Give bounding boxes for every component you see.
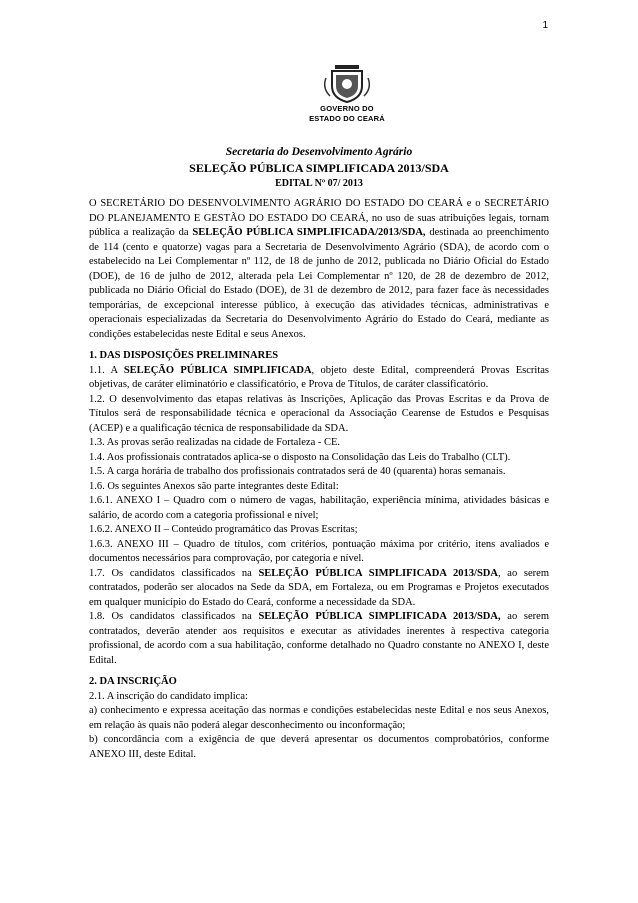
- paragraph-1-6-1: 1.6.1. ANEXO I – Quadro com o número de vagas, habilitação, experiência mínima, atividades básicas e salário, de acordo com a categoria profissional e nível;: [89, 495, 549, 521]
- paragraph-1-3: 1.3. As provas serão realizadas na cidade de Fortaleza - CE.: [89, 437, 341, 448]
- selecao-heading: SELEÇÃO PÚBLICA SIMPLIFICADA 2013/SDA: [189, 161, 449, 175]
- paragraph-1-6-3: 1.6.3. ANEXO III – Quadro de títulos, com critérios, pontuação máxima por critério, itens avaliados e documentos necessários para comprovação, por categoria e nível.: [89, 538, 549, 564]
- paragraph-1-6: 1.6. Os seguintes Anexos são parte integrantes deste Edital:: [89, 480, 339, 492]
- paragraph-1-4: 1.4. Aos profissionais contratados aplica-se o disposto na Consolidação das Leis do Trabalho (CLT).: [89, 451, 511, 463]
- document-body: [89, 197, 549, 762]
- edital-heading: EDITAL Nº 07/ 2013: [275, 178, 363, 189]
- page-number: 1: [542, 20, 548, 31]
- paragraph-1-5: 1.5. A carga horária de trabalho dos profissionais contratados será de 40 (quarenta) horas semanais.: [89, 466, 506, 477]
- government-logo: [302, 64, 392, 136]
- state-coat-of-arms-icon: [302, 64, 392, 104]
- logo-line-1: GOVERNO DO: [320, 104, 374, 113]
- paragraph-1-6-2: 1.6.2. ANEXO II – Conteúdo programático das Provas Escritas;: [89, 524, 358, 535]
- intro-paragraph: O SECRETÁRIO DO DESENVOLVIMENTO AGRÁRIO DO ESTADO DO CEARÁ e o SECRETÁRIO DO PLANEJAMENTO E GESTÃO DO ESTADO DO CEARÁ, no uso de suas atribuições legais, tornam pública a realização da SELEÇÃO PÚBLICA SIMPLIFICADA/2013/SDA, destinada ao preenchimento de 114 (cento e quatorze) vagas para a Secretaria de Desenvolvimento Agrário (SDA), de acordo com o estabelecido na Lei Complementar nº 112, de 18 de junho de 2012, publicada no Diário Oficial do Estado (DOE), de 16 de julho de 2012, alterada pela Lei Complementar nº 120, de 28 de dezembro de 2012, publicada no Diário Oficial do Estado (DOE), de 31 de dezembro de 2012, para fazer face às necessidades temporárias, de excepcional interesse público, à execução das atividades técnicas, administrativas e operacionais especializadas da Secretaria do Desenvolvimento Agrário do Estado do Ceará, mediante as condições estabelecidas neste Edital e seus Anexos.: [89, 198, 550, 340]
- paragraph-1-7: 1.7. Os candidatos classificados na SELEÇÃO PÚBLICA SIMPLIFICADA 2013/SDA, ao serem contratados, poderão ser alocados na Sede da SDA, em Fortaleza, ou em Programas e Projetos executados em qualquer município do Estado do Ceará, conforme a necessidade da SDA.: [89, 567, 549, 608]
- paragraph-2-1-a: a) conhecimento e expressa aceitação das normas e condições estabelecidas neste Edital e nos seus Anexos, em relação às quais não poderá alegar desconhecimento ou inconformação;: [89, 705, 549, 731]
- paragraph-1-1: 1.1. A SELEÇÃO PÚBLICA SIMPLIFICADA, objeto deste Edital, compreenderá Provas Escritas objetivas, de caráter eliminatório e classificatório, e Prova de Títulos, de caráter classificatório.: [89, 364, 549, 390]
- paragraph-2-1: 2.1. A inscrição do candidato implica:: [89, 690, 248, 702]
- paragraph-1-8: 1.8. Os candidatos classificados na SELEÇÃO PÚBLICA SIMPLIFICADA 2013/SDA, ao serem contratados, deverão atender aos requisitos e executar as atividades inerentes à respectiva categoria profissional, de acordo com a sua habilitação, conforme detalhado no Quadro constante no ANEXO I, deste Edital.: [89, 611, 549, 666]
- logo-line-2: ESTADO DO CEARÁ: [309, 114, 385, 123]
- paragraph-1-2: 1.2. O desenvolvimento das etapas relativas às Inscrições, Aplicação das Provas Escritas e da Prova de Títulos será de responsabilidade técnica e operacional da Associação Cearense de Estudos e Pesquisas (ACEP) e a qualificação técnica de responsabilidade da SDA.: [89, 393, 549, 434]
- secretaria-heading: Secretaria do Desenvolvimento Agrário: [225, 146, 413, 158]
- section-2-title: 2. DA INSCRIÇÃO: [89, 676, 177, 687]
- section-1-title: 1. DAS DISPOSIÇÕES PRELIMINARES: [89, 350, 279, 361]
- paragraph-2-1-b: b) concordância com a exigência de que deverá apresentar os documentos comprobatórios, conforme ANEXO III, deste Edital.: [89, 734, 549, 760]
